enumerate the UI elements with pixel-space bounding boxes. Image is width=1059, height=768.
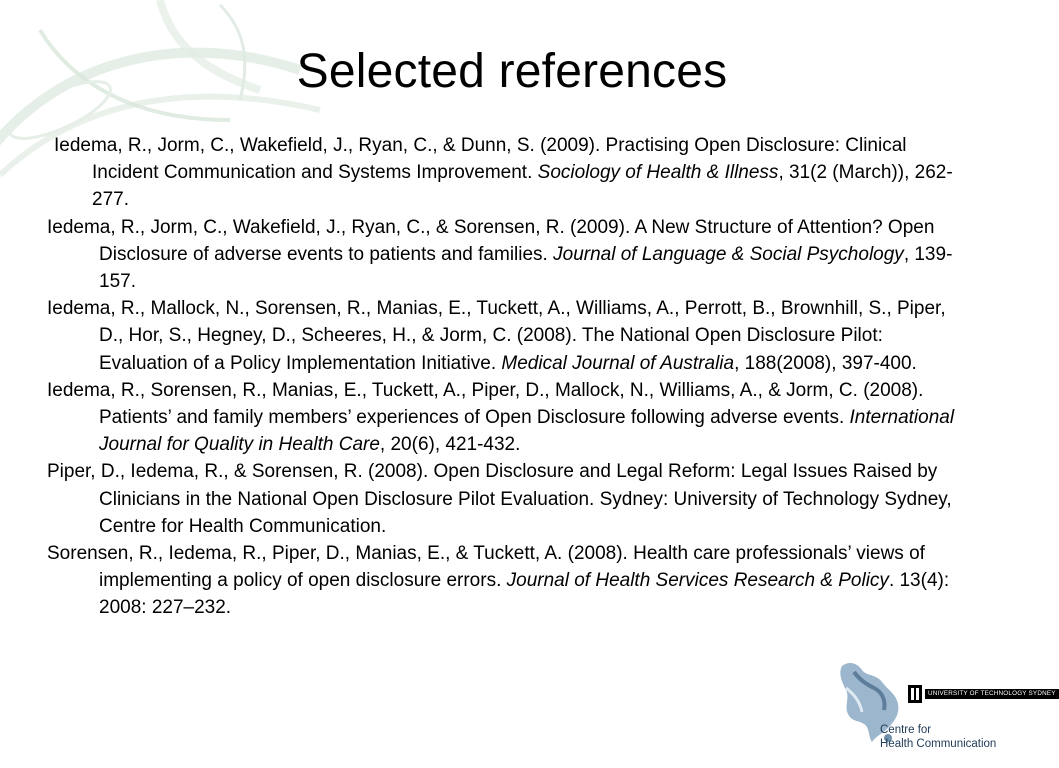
uts-badge <box>908 685 1059 703</box>
slide-title: Selected references <box>296 45 728 98</box>
centre-name <box>880 724 996 751</box>
reference-item <box>47 295 963 377</box>
reference-item <box>47 458 963 540</box>
reference-text: Iedema, R., Sorensen, R., Manias, E., Tuckett, A., Piper, D., Mallock, N., Williams, A., & Jorm, C. (2008). Patients’ and family members’ experiences of Open Disclosure following adverse events. <box>47 379 924 429</box>
reference-details: , 188(2008), 397-400. <box>734 352 917 374</box>
reference-source: Journal of Health Services Research & Policy <box>506 570 889 592</box>
reference-details: , 31(2 (March)), 262-277. <box>92 162 953 211</box>
reference-source: Medical Journal of Australia <box>501 352 735 374</box>
reference-text: Iedema, R., Jorm, C., Wakefield, J., Ryan, C., & Dunn, S. (2009). Practising Open Disclosure: Clinical Incident Communication and Systems Improvement. <box>54 135 907 184</box>
reference-item <box>47 540 963 622</box>
reference-source: Sociology of Health & Illness <box>537 162 779 184</box>
reference-text: Sorensen, R., Iedema, R., Piper, D., Manias, E., & Tuckett, A. (2008). Health care professionals’ views of implementing a policy of open disclosure errors. <box>47 543 925 592</box>
centre-name-line2: Health Communication <box>880 737 997 750</box>
reference-list <box>47 132 963 622</box>
reference-details: , 20(6), 421-432. <box>379 434 521 456</box>
centre-logo <box>836 658 1056 758</box>
reference-text: Piper, D., Iedema, R., & Sorensen, R. (2008). Open Disclosure and Legal Reform: Legal Issues Raised by Clinicians in the National Open Disclosure Pilot Evaluation. Sydney: University of Technology Sydney, Centre for Health Communication. <box>47 461 952 537</box>
reference-details: . 13(4): 2008: 227–232. <box>99 570 950 619</box>
reference-details: , 139-157. <box>99 243 953 293</box>
uts-name: UNIVERSITY OF TECHNOLOGY SYDNEY <box>925 689 1059 699</box>
reference-text: Iedema, R., Jorm, C., Wakefield, J., Ryan, C., & Sorensen, R. (2009). A New Structure of Attention? Open Disclosure of adverse events to patients and families. <box>47 216 935 265</box>
reference-text: Iedema, R., Mallock, N., Sorensen, R., Manias, E., Tuckett, A., Williams, A., Perrott, B., Brownhill, S., Piper, D., Hor, S., Hegney, D., Scheeres, H., & Jorm, C. (2008). The National Open Disclosure Pilot: Evaluation of a Policy Implementation Initiative. <box>47 298 946 374</box>
reference-item <box>47 377 963 459</box>
centre-name-line1: Centre for <box>880 724 932 736</box>
uts-mark-icon <box>908 685 922 703</box>
reference-item <box>47 132 963 214</box>
reference-item <box>47 214 963 296</box>
reference-source: International Journal for Quality in Health Care <box>99 407 955 456</box>
reference-source: Journal of Language & Social Psychology <box>553 243 904 265</box>
